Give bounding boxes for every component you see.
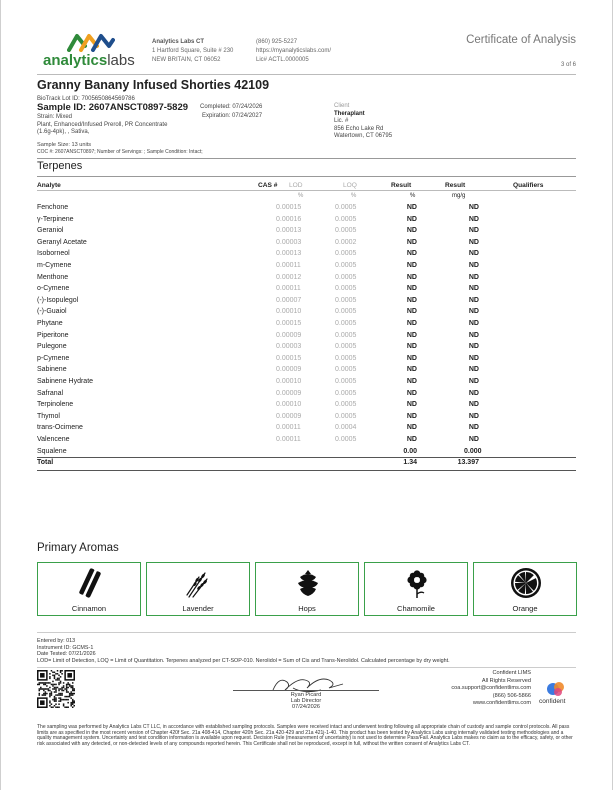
- result-mg: ND: [468, 285, 479, 293]
- result-pct: ND: [406, 412, 417, 420]
- loq-value: 0.0005: [335, 412, 357, 420]
- product-category: Plant, Enhanced/Infused Preroll, PR Concentrate: [37, 121, 168, 128]
- lod-value: 0.00013: [276, 227, 302, 235]
- unit-result-mg: mg/g: [452, 193, 466, 199]
- lod-value: 0.00010: [276, 401, 302, 409]
- result-mg: ND: [468, 389, 479, 397]
- aroma-card-cinnamon: [37, 562, 141, 616]
- table-row: [37, 273, 578, 285]
- loq-value: 0.0005: [335, 366, 357, 374]
- result-pct: ND: [406, 436, 417, 443]
- lab-phone: (860) 925-5227: [256, 39, 298, 45]
- hops-icon: [292, 567, 324, 599]
- lab-address-line2: NEW BRITAIN, CT 06052: [152, 57, 221, 63]
- analyte-name: γ-Terpinene: [37, 215, 74, 223]
- client-address2: Watertown, CT 06795: [334, 133, 393, 140]
- expiration-date: Expiration: 07/24/2027: [202, 112, 263, 119]
- analyte-name: Isoborneol: [37, 250, 70, 258]
- lod-value: 0.00003: [276, 343, 302, 351]
- result-pct: ND: [406, 378, 417, 385]
- signature-line: [233, 690, 379, 691]
- analyte-name: o-Cymene: [37, 285, 70, 293]
- table-row: [37, 296, 578, 308]
- client-address1: 856 Echo Lake Rd: [334, 125, 384, 132]
- lod-value: 0.00003: [276, 238, 302, 246]
- result-pct: ND: [406, 285, 417, 293]
- date-tested: Date Tested: 07/21/2026: [37, 651, 96, 658]
- terpenes-top-rule: [37, 158, 576, 159]
- col-lod: LOD: [289, 182, 303, 189]
- client-name: Theraplant: [334, 110, 365, 117]
- lod-note: LOD= Limit of Detection, LOQ = Limit of Quantitation. Terpenes analyzed per CT-SOP-010. Nerolidol = Sum of Cis and Trans-Nerolidol. Calculated percentage by dry weight.: [37, 657, 450, 664]
- loq-value: 0.0005: [335, 308, 357, 316]
- result-pct: ND: [406, 273, 417, 281]
- total-bottom-rule: [37, 470, 576, 471]
- loq-value: 0.0004: [335, 424, 357, 432]
- aromas-section-title: Primary Aromas: [37, 542, 119, 554]
- aroma-label: Hops: [298, 604, 316, 613]
- confident-logo: [539, 680, 579, 708]
- loq-value: 0.0005: [335, 331, 357, 339]
- terpenes-section-title: Terpenes: [37, 160, 83, 172]
- analyte-name: Phytane: [37, 320, 63, 327]
- analyte-name: Geraniol: [37, 227, 64, 235]
- aroma-label: Chamomile: [397, 604, 435, 613]
- result-mg: ND: [468, 412, 479, 420]
- loq-value: 0.0005: [335, 436, 357, 443]
- biotrack-lot-id: BioTrack Lot ID: 7005650864569786: [37, 96, 135, 102]
- signer-block: [233, 692, 379, 711]
- result-mg: ND: [468, 296, 479, 304]
- analyte-name: (-)-Guaiol: [37, 308, 67, 316]
- lab-contact-block: [256, 38, 331, 65]
- cinnamon-icon: [74, 567, 106, 599]
- result-mg: ND: [468, 262, 479, 269]
- lod-value: 0.00015: [276, 204, 302, 211]
- lod-value: 0.00007: [276, 296, 302, 304]
- logo-mountain-icon: [67, 32, 115, 52]
- confident-logo-icon: [545, 680, 567, 698]
- lims-block: [421, 670, 531, 708]
- confident-logo-text: confident: [539, 698, 566, 705]
- result-mg: ND: [468, 273, 479, 281]
- table-row: [37, 377, 578, 389]
- table-row: [37, 354, 578, 366]
- table-row: [37, 261, 578, 273]
- loq-value: 0.0005: [335, 285, 357, 293]
- client-block: [334, 103, 392, 141]
- lod-value: 0.00011: [276, 424, 301, 432]
- loq-value: 0.0005: [335, 354, 357, 362]
- table-row: [37, 342, 578, 354]
- result-mg: ND: [468, 250, 479, 258]
- aroma-card-hops: [255, 562, 359, 616]
- result-mg: ND: [468, 366, 479, 374]
- lod-value: 0.00015: [276, 320, 302, 327]
- result-pct: ND: [406, 343, 417, 351]
- result-mg: ND: [468, 238, 479, 246]
- analyte-name: Safranal: [37, 389, 64, 397]
- loq-value: 0.0005: [335, 204, 357, 211]
- table-row: [37, 331, 578, 343]
- aroma-card-orange: [473, 562, 577, 616]
- result-pct: ND: [406, 320, 417, 327]
- result-pct: ND: [406, 331, 417, 339]
- total-row: [37, 458, 578, 470]
- table-row: [37, 226, 578, 238]
- unit-loq: %: [351, 193, 357, 199]
- result-mg: ND: [468, 401, 479, 409]
- disclaimer: The sampling was performed by Analytics Labs CT LLC, in accordance with established sampling protocols. Samples were received intact and underwent testing following all appropriate chain of custody and sample control protocols. All pass limits are as specified in the most recent version of Chapter 420f Sec. 21a 408-414, Chapter 420h Sec. 21a 420-429 and 21a 421j-1-40. This product has been tested by Analytics Labs using internally validated testing methodologies and a quality management system. Uncertainty and test condition information is available upon request. Decision Rule (measurement of uncertainty) is not used to determine Pass/Fail. Analytics Labs makes no claim as to the efficacy, safety, or other risk associated with any detected, or non-detected levels of any compounds reported herein. This Certificate shall not be reproduced, except in full, without the written consent of Analytics Labs CT.: [37, 724, 573, 747]
- col-result-mg: Result: [445, 182, 466, 189]
- loq-value: 0.0005: [335, 320, 357, 327]
- analyte-name: Squalene: [37, 447, 67, 455]
- lod-value: 0.00010: [276, 378, 302, 385]
- page-number: 3 of 6: [560, 62, 576, 68]
- result-mg: 0.000: [464, 447, 482, 455]
- result-pct: 0.00: [403, 447, 417, 455]
- table-row: [37, 215, 578, 227]
- table-row: [37, 203, 578, 215]
- terpenes-title-rule: [37, 176, 576, 177]
- product-title: Granny Banany Infused Shorties 42109: [37, 78, 270, 92]
- result-mg: ND: [468, 343, 479, 351]
- qr-code-icon[interactable]: [37, 670, 75, 708]
- aroma-label: Cinnamon: [71, 604, 107, 613]
- lims-website[interactable]: www.confidentlims.com: [472, 700, 531, 707]
- logo-word-analytics: analytics: [43, 52, 108, 69]
- analyte-name: Terpinolene: [37, 401, 74, 409]
- aroma-card-lavender: [146, 562, 250, 616]
- header-divider: [37, 74, 576, 75]
- table-row: [37, 319, 578, 331]
- result-pct: ND: [406, 238, 417, 246]
- result-pct: ND: [406, 424, 417, 432]
- lab-name: Analytics Labs CT: [152, 39, 205, 45]
- table-row: [37, 423, 578, 435]
- lod-value: 0.00016: [276, 215, 302, 223]
- aroma-label: Orange: [512, 604, 538, 613]
- lims-rights: All Rights Reserved: [481, 677, 531, 684]
- table-row: [37, 307, 578, 319]
- analyte-name: Geranyl Acetate: [37, 238, 87, 246]
- coc-line: COC #: 2607ANSCT0897; Number of Servings: ; Sample Condition: Intact;: [37, 149, 203, 155]
- client-license: Lic. #: [334, 118, 349, 125]
- unit-result-pct: %: [410, 193, 416, 199]
- result-pct: ND: [406, 366, 417, 374]
- signature-date: 07/24/2026: [292, 704, 320, 711]
- lod-value: 0.00009: [276, 389, 302, 397]
- lod-value: 0.00015: [276, 354, 302, 362]
- result-mg: ND: [468, 320, 479, 327]
- lod-value: 0.00009: [276, 366, 302, 374]
- result-pct: ND: [406, 401, 417, 409]
- lod-value: 0.00011: [276, 285, 301, 293]
- table-row: [37, 238, 578, 250]
- loq-value: 0.0005: [335, 378, 357, 385]
- total-label: Total: [37, 459, 54, 466]
- sample-size: Sample Size: 13 units: [37, 142, 92, 148]
- lab-address-line1: 1 Hartford Square, Suite # 230: [152, 48, 234, 54]
- analyte-name: Thymol: [37, 412, 60, 420]
- loq-value: 0.0005: [335, 227, 357, 235]
- lims-name: Confident LIMS: [492, 670, 531, 676]
- table-row: [37, 365, 578, 377]
- analyte-name: Valencene: [37, 436, 70, 443]
- test-meta-block: [37, 638, 450, 664]
- lod-value: 0.00012: [276, 273, 302, 281]
- lod-value: 0.00009: [276, 331, 302, 339]
- sample-id: Sample ID: 2607ANSCT0897-5829: [37, 102, 189, 113]
- loq-value: 0.0005: [335, 262, 357, 269]
- lod-value: 0.00013: [276, 250, 302, 258]
- lab-address-block: [152, 38, 233, 65]
- chamomile-icon: [401, 567, 433, 599]
- table-row: [37, 284, 578, 296]
- lims-email[interactable]: coa.support@confidentlims.com: [451, 685, 531, 692]
- table-row: [37, 389, 578, 401]
- analyte-name: trans-Ocimene: [37, 424, 83, 432]
- result-pct: ND: [406, 354, 417, 362]
- client-label: Client: [334, 103, 350, 109]
- col-qualifiers: Qualifiers: [513, 182, 544, 189]
- result-mg: ND: [468, 436, 479, 443]
- result-pct: ND: [406, 389, 417, 397]
- result-pct: ND: [406, 308, 417, 316]
- aroma-card-chamomile: [364, 562, 468, 616]
- analyte-name: Fenchone: [37, 204, 69, 211]
- loq-value: 0.0005: [335, 389, 357, 397]
- logo-word-labs: labs: [107, 52, 135, 69]
- sample-size-block: [37, 142, 203, 156]
- analyte-name: m-Cymene: [37, 262, 72, 269]
- lod-value: 0.00011: [276, 262, 301, 269]
- loq-value: 0.0005: [335, 343, 357, 351]
- orange-icon: [510, 567, 542, 599]
- analyte-name: (-)-Isopulegol: [37, 296, 79, 304]
- lod-value: 0.00010: [276, 308, 302, 316]
- loq-value: 0.0005: [335, 250, 357, 258]
- result-pct: ND: [406, 262, 417, 269]
- analyte-name: Sabinene Hydrate: [37, 378, 94, 385]
- unit-lod: %: [298, 193, 304, 199]
- analyte-name: Piperitone: [37, 331, 69, 339]
- result-mg: ND: [468, 424, 479, 432]
- col-cas: CAS #: [258, 182, 278, 189]
- result-mg: ND: [468, 215, 479, 223]
- result-mg: ND: [468, 227, 479, 235]
- aroma-label: Lavender: [182, 604, 214, 613]
- result-pct: ND: [406, 215, 417, 223]
- instrument-id: Instrument ID: GCMS-1: [37, 644, 94, 651]
- result-pct: ND: [406, 296, 417, 304]
- loq-value: 0.0005: [335, 215, 357, 223]
- table-row: [37, 249, 578, 261]
- result-mg: ND: [468, 354, 479, 362]
- signer-name: Ryan Picard: [290, 692, 322, 698]
- analyte-name: Menthone: [37, 273, 69, 281]
- completed-date: Completed: 07/24/2026: [200, 104, 263, 110]
- lod-value: 0.00009: [276, 412, 302, 420]
- dates-block: [200, 103, 262, 120]
- loq-value: 0.0005: [335, 273, 357, 281]
- result-mg: ND: [468, 378, 479, 385]
- header-underline: [37, 190, 576, 191]
- loq-value: 0.0002: [335, 238, 357, 246]
- result-pct: ND: [406, 250, 417, 258]
- result-mg: ND: [468, 204, 479, 211]
- document-title: Certificate of Analysis: [466, 34, 576, 46]
- loq-value: 0.0005: [335, 401, 357, 409]
- meta-top-rule: [37, 632, 576, 633]
- analytics-labs-logo: [43, 32, 143, 72]
- entered-by: Entered by: 013: [37, 638, 76, 644]
- table-row: [37, 400, 578, 412]
- result-mg: ND: [468, 331, 479, 339]
- strain-block: [37, 114, 167, 137]
- product-format: (1.6g-4pk), , Sativa,: [37, 129, 90, 136]
- total-mg: 13.397: [457, 459, 479, 466]
- col-result-pct: Result: [391, 182, 412, 189]
- result-pct: ND: [406, 204, 417, 211]
- lab-license: Lic# ACTL.0000005: [256, 57, 309, 63]
- lod-value: 0.00011: [276, 436, 301, 443]
- lab-website[interactable]: https://myanalyticslabs.com/: [256, 48, 332, 54]
- col-analyte: Analyte: [37, 182, 61, 189]
- logo-wordmark: [43, 52, 135, 69]
- analyte-name: Sabinene: [37, 366, 67, 374]
- result-mg: ND: [468, 308, 479, 316]
- analyte-name: Pulegone: [37, 343, 67, 351]
- loq-value: 0.0005: [335, 296, 357, 304]
- total-pct: 1.34: [403, 459, 417, 466]
- result-pct: ND: [406, 227, 417, 235]
- lims-phone: (866) 506-5866: [492, 692, 531, 699]
- signer-title: Lab Director: [290, 698, 322, 705]
- strain: Strain: Mixed: [37, 114, 73, 120]
- analyte-name: p-Cymene: [37, 354, 70, 362]
- lavender-icon: [183, 567, 215, 599]
- col-loq: LOQ: [343, 182, 357, 189]
- table-row: [37, 435, 578, 447]
- table-row: [37, 412, 578, 424]
